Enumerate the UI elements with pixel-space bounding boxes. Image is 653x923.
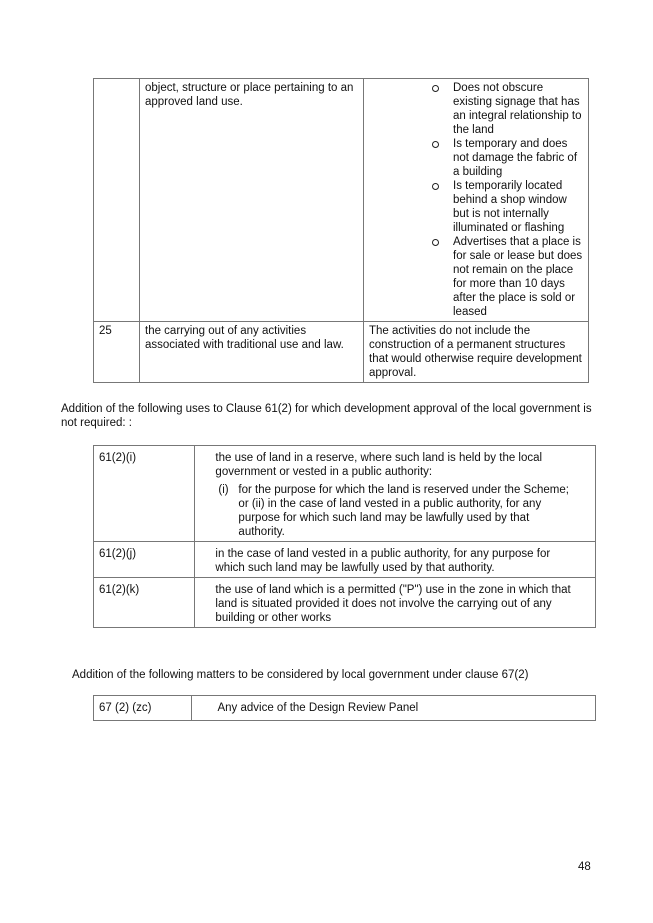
clause-61-intro: Addition of the following uses to Clause 61(2) for which development approval of the local government is not required: : xyxy=(61,403,592,429)
clause-text-cell: Any advice of the Design Review Panel xyxy=(192,696,596,721)
clause-code-cell: 61(2)(i) xyxy=(94,446,195,542)
table-row xyxy=(94,578,596,628)
condition-text: Does not obscure existing signage that has an integral relationship to the land xyxy=(453,82,582,136)
clause-text-cell xyxy=(195,446,596,542)
conditions-cell: The activities do not include the construction of a permanent structures that would otherwise require development approval. xyxy=(364,322,589,383)
table-row xyxy=(94,79,589,322)
table-row xyxy=(94,322,589,383)
clause-61-uses-table xyxy=(93,445,596,628)
list-item xyxy=(369,81,583,137)
row-number-cell xyxy=(94,79,140,322)
condition-text: Advertises that a place is for sale or lease but does not remain on the place for more than 10 days after the place is sold or leased xyxy=(453,236,583,318)
clause-code-cell: 67 (2) (zc) xyxy=(94,696,192,721)
clause-code-cell: 61(2)(j) xyxy=(94,542,195,578)
conditions-list xyxy=(369,81,583,319)
bullet-circle-icon xyxy=(432,85,439,92)
conditions-cell xyxy=(364,79,589,322)
clause-67-intro: Addition of the following matters to be considered by local government under clause 67(2) xyxy=(72,669,529,681)
description-cell: object, structure or place pertaining to an approved land use. xyxy=(140,79,364,322)
bullet-circle-icon xyxy=(432,183,439,190)
table-row xyxy=(94,542,596,578)
clause-code-cell: 61(2)(k) xyxy=(94,578,195,628)
sub-clause-text: for the purpose for which the land is reserved under the Scheme; or (ii) in the case of land vested in a public authority, for any purpose for which such land may be lawfully used by that authority. xyxy=(238,484,569,538)
sub-clause-marker: (i) xyxy=(218,484,229,496)
sub-clause xyxy=(215,483,575,539)
list-item xyxy=(369,235,583,319)
condition-text: Is temporary and does not damage the fabric of a building xyxy=(453,138,578,178)
clause-text: the use of land in a reserve, where such land is held by the local government or vested in a public authority: xyxy=(215,452,543,478)
clause-67-matters-table xyxy=(93,695,596,721)
exempt-advertisements-table xyxy=(93,78,589,383)
bullet-circle-icon xyxy=(432,239,439,246)
list-item xyxy=(369,179,583,235)
list-item xyxy=(369,137,583,179)
row-number-cell: 25 xyxy=(94,322,140,383)
bullet-circle-icon xyxy=(432,141,439,148)
table-row xyxy=(94,696,596,721)
description-cell: the carrying out of any activities associated with traditional use and law. xyxy=(140,322,364,383)
page-number: 48 xyxy=(578,861,591,873)
condition-text: Is temporarily located behind a shop window but is not internally illuminated or flashing xyxy=(453,180,567,234)
table-row xyxy=(94,446,596,542)
clause-text-cell: in the case of land vested in a public authority, for any purpose for which such land may be lawfully used by that authority. xyxy=(195,542,596,578)
clause-text-cell: the use of land which is a permitted ("P") use in the zone in which that land is situated provided it does not involve the carrying out of any building or other works xyxy=(195,578,596,628)
